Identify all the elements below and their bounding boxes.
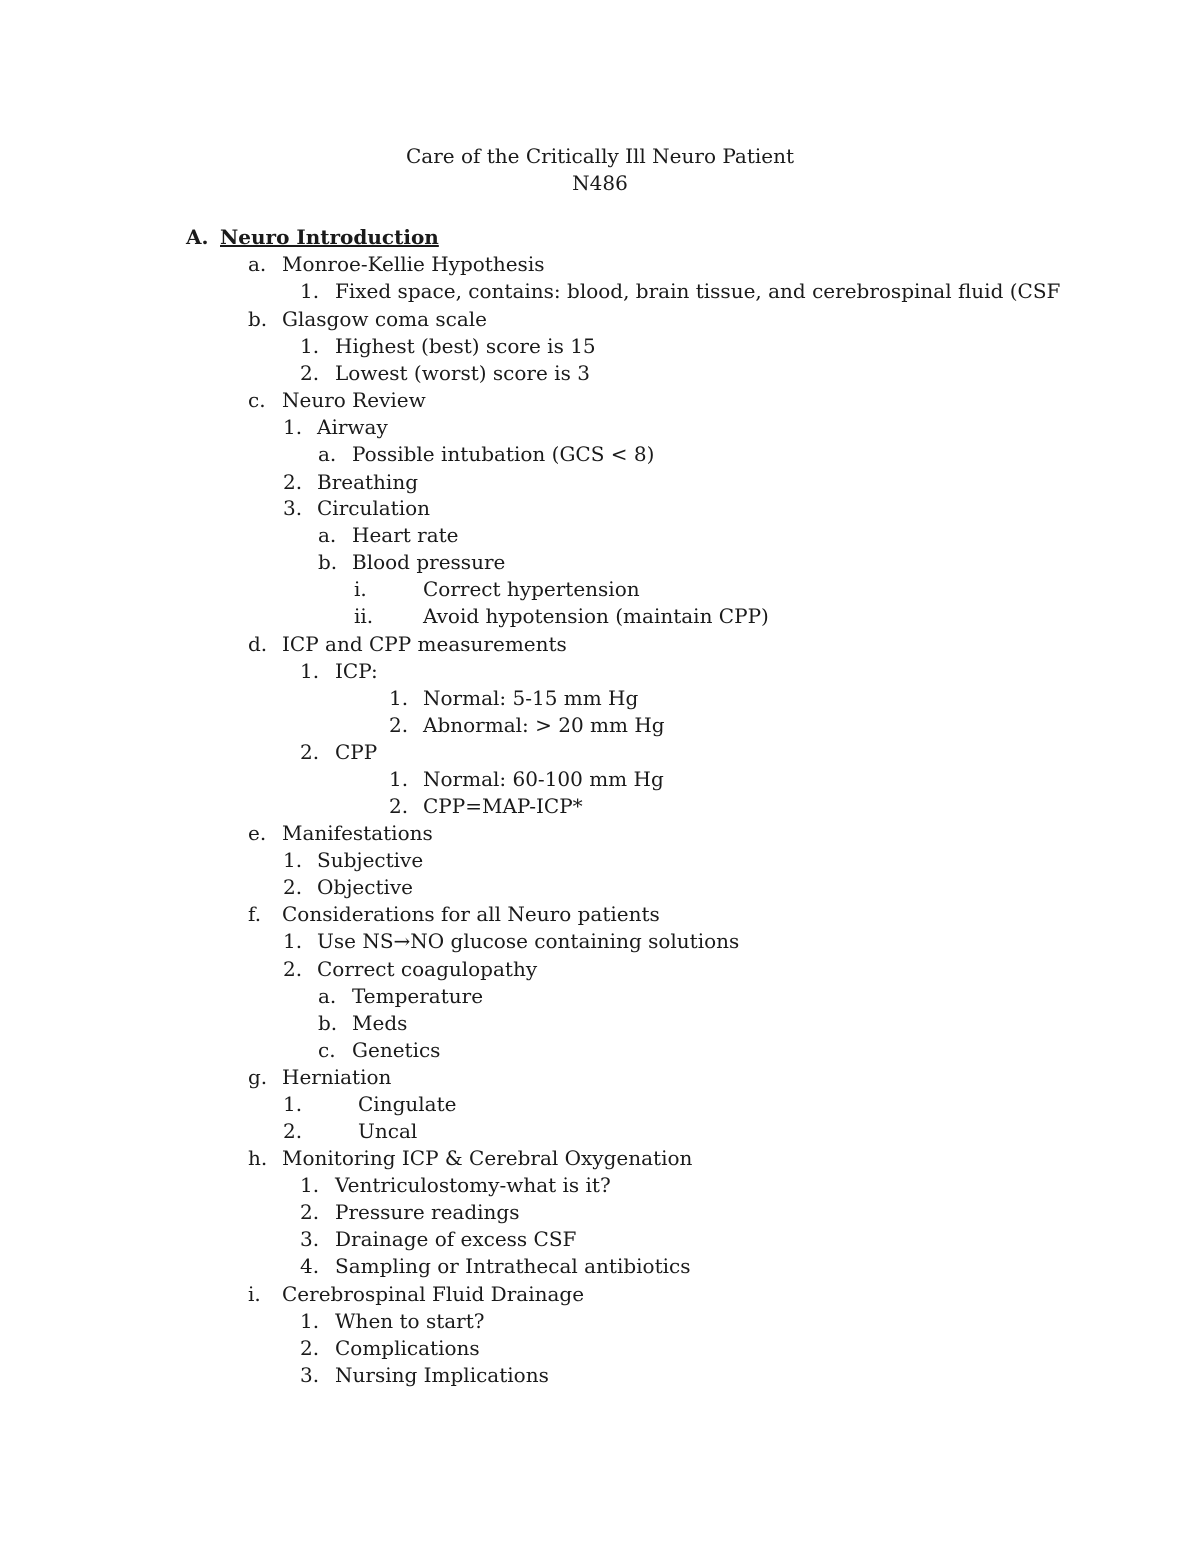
outline-item-text: ICP:: [335, 659, 378, 683]
list-marker: 3.: [300, 1227, 320, 1251]
list-marker: h.: [248, 1146, 268, 1170]
list-marker: c.: [248, 388, 266, 412]
outline-item-text: Normal: 5-15 mm Hg: [423, 686, 639, 710]
outline-item-text: Correct hypertension: [423, 577, 640, 601]
list-marker: 3.: [283, 496, 303, 520]
outline-item-text: Abnormal: > 20 mm Hg: [423, 713, 665, 737]
list-marker: 1.: [300, 659, 320, 683]
list-marker: d.: [248, 632, 268, 656]
list-marker: 2.: [300, 361, 320, 385]
outline-item-text: Drainage of excess CSF: [335, 1227, 577, 1251]
list-marker: 2.: [283, 875, 303, 899]
list-marker: c.: [318, 1038, 336, 1062]
outline-item-text: Correct coagulopathy: [317, 957, 538, 981]
outline-item-text: CPP: [335, 740, 378, 764]
outline-item-text: Subjective: [317, 848, 424, 872]
outline-item-text: Uncal: [358, 1119, 418, 1143]
outline-item-text: Fixed space, contains: blood, brain tissue, and cerebrospinal fluid (CSF: [335, 279, 1061, 303]
list-marker: 2.: [300, 1336, 320, 1360]
outline-item-text: Objective: [317, 875, 414, 899]
outline-item-text: Nursing Implications: [335, 1363, 549, 1387]
list-marker: 1.: [300, 279, 320, 303]
outline-item-text: Herniation: [282, 1065, 392, 1089]
outline-item-text: Temperature: [352, 984, 484, 1008]
outline-item-text: Highest (best) score is 15: [335, 334, 596, 358]
outline-item-text: Sampling or Intrathecal antibiotics: [335, 1254, 691, 1278]
outline-item-text: Lowest (worst) score is 3: [335, 361, 590, 385]
list-marker: 1.: [389, 686, 409, 710]
list-marker: 1.: [283, 848, 303, 872]
list-marker: i.: [248, 1282, 261, 1306]
list-marker: a.: [318, 984, 337, 1008]
outline-item-text: ICP and CPP measurements: [282, 632, 567, 656]
outline-item-text: Normal: 60-100 mm Hg: [423, 767, 664, 791]
outline-item-text: Airway: [317, 415, 388, 439]
outline-item-text: Cerebrospinal Fluid Drainage: [282, 1282, 585, 1306]
section-heading-text: Neuro Introduction: [220, 225, 439, 249]
outline-item-text: Glasgow coma scale: [282, 307, 487, 331]
list-marker: a.: [248, 252, 267, 276]
list-marker: 3.: [300, 1363, 320, 1387]
list-marker: 1.: [283, 1092, 303, 1116]
list-marker: 1.: [283, 929, 303, 953]
outline-item-text: Breathing: [317, 470, 419, 494]
list-marker: e.: [248, 821, 267, 845]
list-marker: b.: [318, 550, 338, 574]
list-marker: ii.: [354, 604, 374, 628]
list-marker: 2.: [300, 740, 320, 764]
outline-item-text: Neuro Review: [282, 388, 426, 412]
list-marker: 4.: [300, 1254, 320, 1278]
outline-item-text: Avoid hypotension (maintain CPP): [423, 604, 769, 628]
course-code: N486: [572, 171, 628, 195]
outline-item-text: Considerations for all Neuro patients: [282, 902, 660, 926]
list-marker: 1.: [300, 1173, 320, 1197]
list-marker: 1.: [300, 334, 320, 358]
outline-item-text: When to start?: [335, 1309, 485, 1333]
outline-item-text: Monroe-Kellie Hypothesis: [282, 252, 545, 276]
document-title: Care of the Critically Ill Neuro Patient: [405, 144, 795, 168]
list-marker: A.: [186, 225, 209, 249]
outline-item-text: Ventriculostomy-what is it?: [335, 1173, 611, 1197]
outline-item-text: Manifestations: [282, 821, 433, 845]
list-marker: 2.: [283, 470, 303, 494]
list-marker: 2.: [389, 794, 409, 818]
outline-item-text: Pressure readings: [335, 1200, 520, 1224]
list-marker: g.: [248, 1065, 268, 1089]
list-marker: b.: [248, 307, 268, 331]
outline-item-text: Genetics: [352, 1038, 441, 1062]
outline-item-text: Circulation: [317, 496, 431, 520]
list-marker: 2.: [283, 1119, 303, 1143]
outline-item-text: Use NS→NO glucose containing solutions: [317, 929, 740, 953]
list-marker: a.: [318, 523, 337, 547]
list-marker: 1.: [300, 1309, 320, 1333]
list-marker: 2.: [389, 713, 409, 737]
list-marker: 1.: [283, 415, 303, 439]
list-marker: 2.: [283, 957, 303, 981]
list-marker: f.: [248, 902, 262, 926]
list-marker: b.: [318, 1011, 338, 1035]
outline-item-text: Meds: [352, 1011, 408, 1035]
outline-item-text: Complications: [335, 1336, 480, 1360]
outline-item-text: CPP=MAP-ICP*: [423, 794, 583, 818]
outline-item-text: Cingulate: [358, 1092, 457, 1116]
outline-item-text: Possible intubation (GCS < 8): [352, 442, 655, 466]
outline-item-text: Heart rate: [352, 523, 459, 547]
list-marker: a.: [318, 442, 337, 466]
list-marker: 1.: [389, 767, 409, 791]
outline-item-text: Monitoring ICP & Cerebral Oxygenation: [282, 1146, 693, 1170]
list-marker: i.: [354, 577, 367, 601]
list-marker: 2.: [300, 1200, 320, 1224]
outline-item-text: Blood pressure: [352, 550, 506, 574]
